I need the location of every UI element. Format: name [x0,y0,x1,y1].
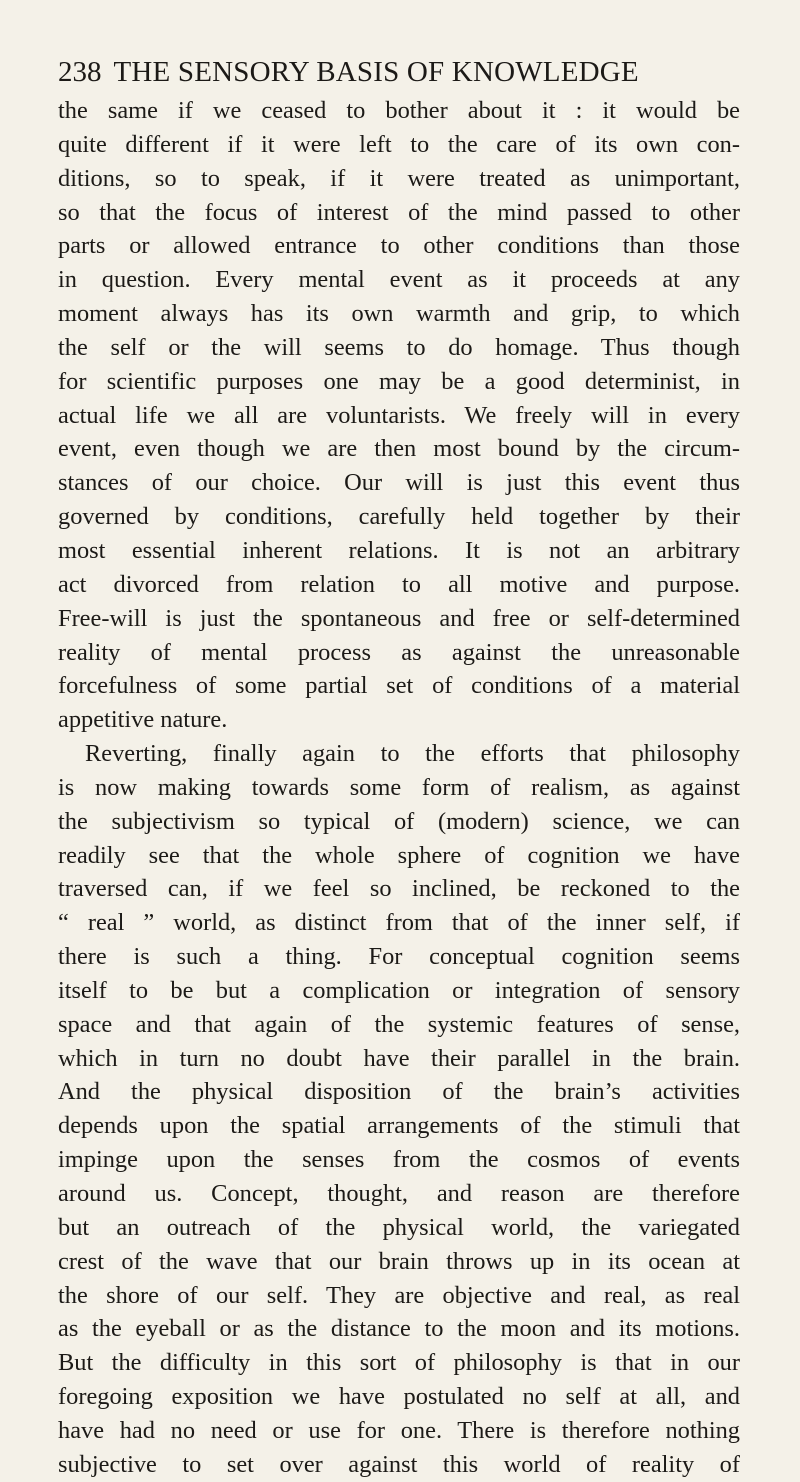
text-line: the same if we ceased to bother about it : it would be [58,97,740,124]
text-line: readily see that the whole sphere of cognition we have [58,841,740,869]
text-line: “ real ” world, as distinct from that of the inner self, if [58,909,740,937]
running-head [58,54,740,90]
text-line: But the difficulty in this sort of philosophy is that in our [58,1349,740,1377]
running-head-title: THE SENSORY BASIS OF KNOWLEDGE [113,56,639,88]
text-line: act divorced from relation to all motive and purpose. [58,570,740,598]
text-line: around us. Concept, thought, and reason are therefore [58,1180,740,1207]
text-line: event, even though we are then most bound by the circum- [58,435,740,463]
text-line: have had no need or use for one. There is therefore nothing [58,1416,740,1444]
text-line: traversed can, if we feel so inclined, be reckoned to the [58,875,740,903]
text-line: for scientific purposes one may be a good determinist, in [58,367,740,395]
text-line: actual life we all are voluntarists. We freely will in every [58,401,740,429]
text-line: crest of the wave that our brain throws up in its ocean at [58,1247,740,1275]
text-line: And the physical disposition of the brain’s activities [58,1078,740,1106]
text-line: moment always has its own warmth and grip, to which [58,300,740,328]
text-line: reality of mental process as against the unreasonable [58,638,740,666]
text-line: is now making towards some form of realism, as against [58,773,740,801]
text-line: most essential inherent relations. It is not an arbitrary [58,536,740,564]
text-line: as the eyeball or as the distance to the moon and its motions. [58,1315,740,1343]
text-line: the subjectivism so typical of (modern) science, we can [58,807,740,835]
text-line: so that the focus of interest of the mind passed to other [58,198,740,226]
text-line: there is such a thing. For conceptual cognition seems [58,943,740,971]
text-line: the self or the will seems to do homage. Thus though [58,333,740,361]
text-line: stances of our choice. Our will is just this event thus [58,469,740,497]
text-line: which in turn no doubt have their parallel in the brain. [58,1044,740,1072]
text-line: space and that again of the systemic features of sense, [58,1010,740,1038]
text-line: but an outreach of the physical world, the variegated [58,1213,740,1241]
text-line: quite different if it were left to the care of its own con- [58,130,740,158]
text-line: in question. Every mental event as it proceeds at any [58,266,740,294]
text-line: ditions, so to speak, if it were treated as unimportant, [58,164,740,192]
body-text [58,94,740,1482]
paragraph-end-line: appetitive nature. [58,706,228,734]
text-line: subjective to set over against this world of reality of [58,1450,740,1478]
text-line: parts or allowed entrance to other conditions than those [58,232,740,260]
text-line: depends upon the spatial arrangements of the stimuli that [58,1112,740,1140]
text-line: forcefulness of some partial set of conditions of a material [58,672,740,700]
paragraph-start-line: Reverting, finally again to the efforts that philosophy [85,740,740,768]
page-number: 238 [58,56,102,88]
book-page [58,54,740,1482]
text-line: itself to be but a complication or integration of sensory [58,976,740,1004]
text-line: Free-will is just the spontaneous and free or self-determined [58,604,740,632]
text-line: impinge upon the senses from the cosmos of events [58,1146,740,1174]
text-line: governed by conditions, carefully held together by their [58,503,740,531]
text-line: foregoing exposition we have postulated no self at all, and [58,1383,740,1411]
text-line: the shore of our self. They are objective and real, as real [58,1281,740,1309]
